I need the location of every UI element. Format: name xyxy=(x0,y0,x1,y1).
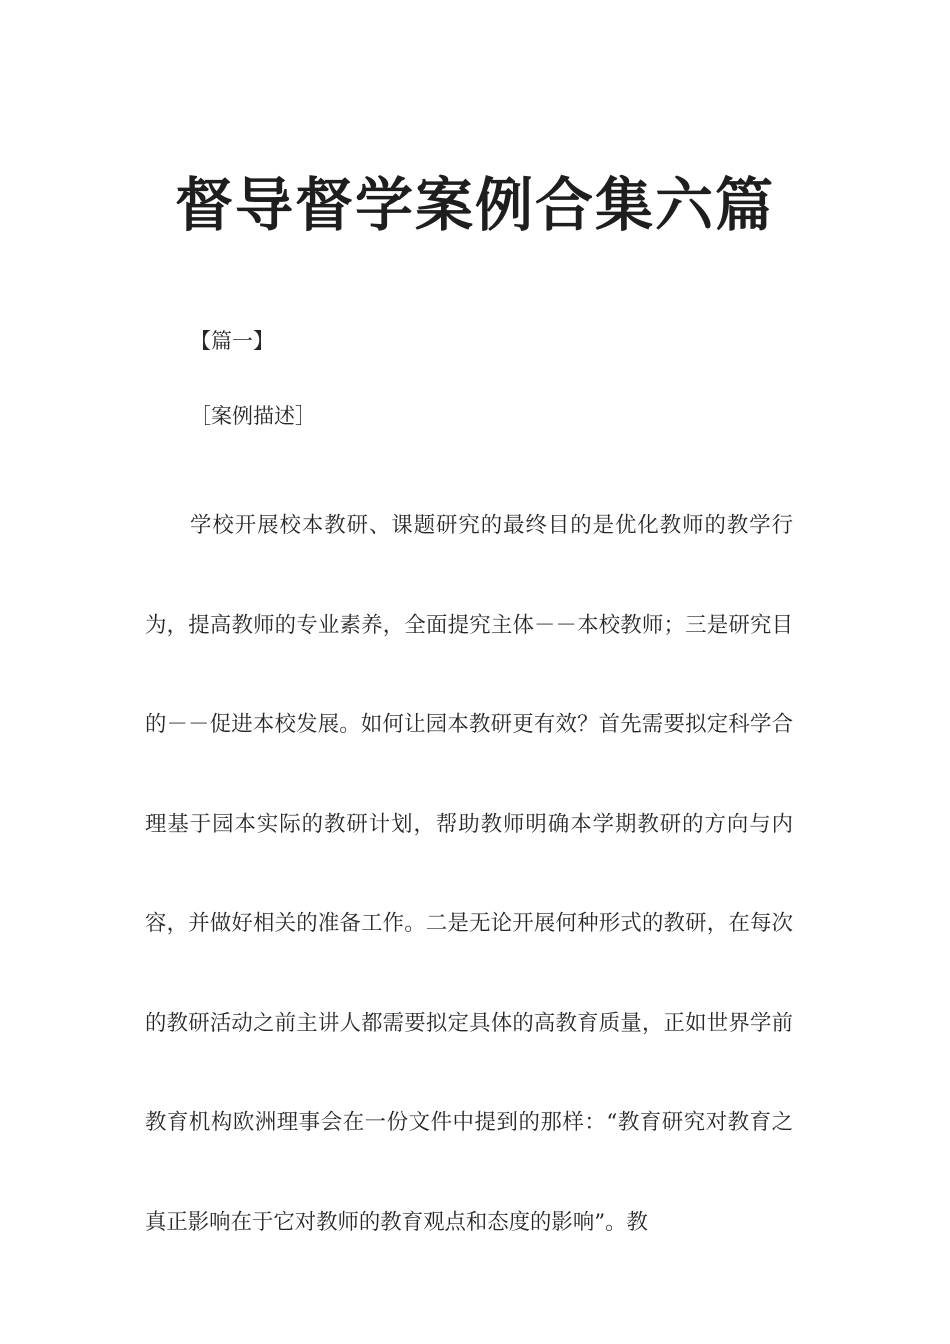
document-title: 督导督学案例合集六篇 xyxy=(174,170,775,239)
section-heading: 【篇一】 xyxy=(190,329,274,353)
body-paragraph: 学校开展校本教研、课题研究的最终目的是优化教师的教学行为，提高教师的专业素养，全面提究主体－－本校教师；三是研究目的－－促进本校发展。如何让园本教研更有效？首先需要拟定科学合理基于园本实际的教研计划，帮助教师明确本学期教研的方向与内容，并做好相关的准备工作。二是无论开展何种形式的教研，在每次的教研活动之前主讲人都需要拟定具体的高教育质量，正如世界学前教育机构欧洲理事会在一份文件中提到的那样：“教育研究对教育之真正影响在于它对教师的教育观点和态度的影响”。教 xyxy=(145,513,793,1235)
case-description-label: ［案例描述］ xyxy=(190,404,316,428)
